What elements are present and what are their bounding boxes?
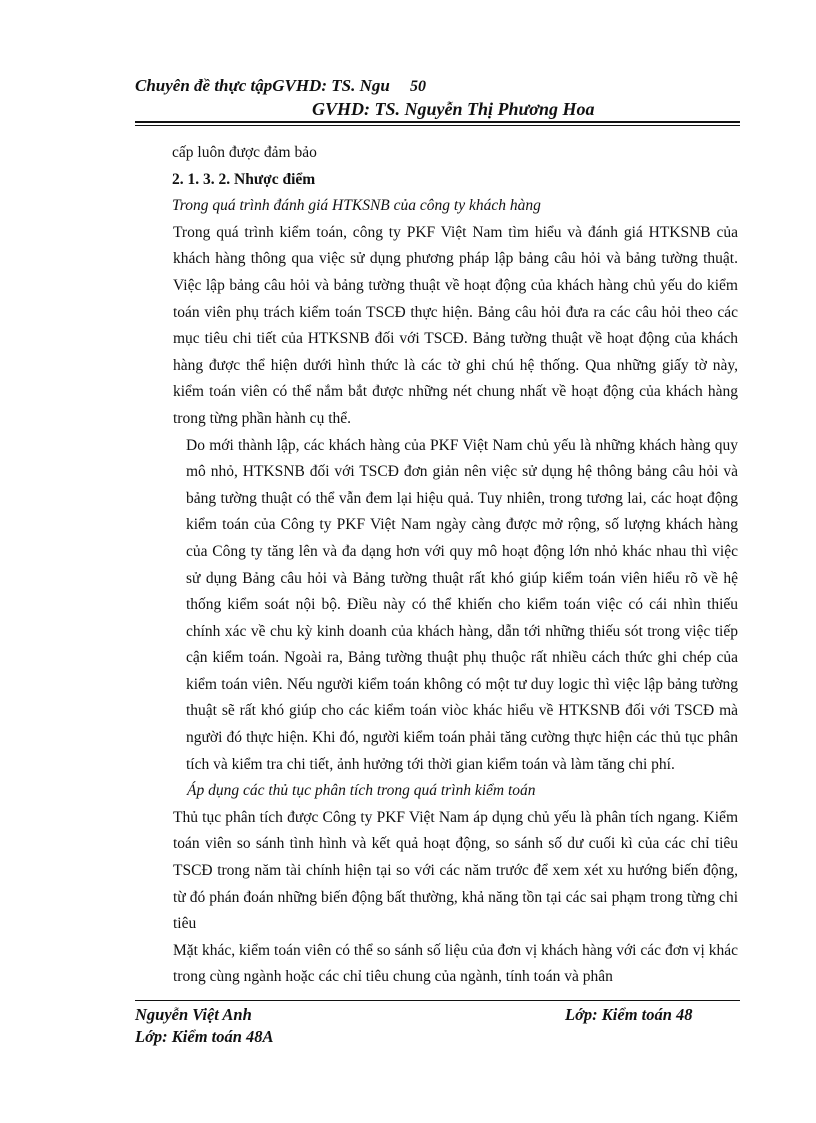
- paragraph: Thủ tục phân tích được Công ty PKF Việt Nam áp dụng chủ yếu là phân tích ngang. Kiểm toán viên so sánh tình hình và kết quả hoạt động, so sánh số dư cuối kì của các chỉ tiêu TSCĐ trong năm tài chính hiện tại so với các năm trước để xem xét xu hướng biến động, từ đó phán đoán những biến động bất thường, khả năng tồn tại các sai phạm trong từng chi tiêu: [173, 808, 738, 933]
- paragraph: Mặt khác, kiểm toán viên có thể so sánh số liệu của đơn vị khách hàng với các đơn vị khác trong cùng ngành hoặc các chỉ tiêu chung của ngành, tính toán và phân: [173, 941, 738, 986]
- document-body: [135, 140, 738, 991]
- header-rule-thick: [135, 121, 740, 123]
- section-heading: 2. 1. 3. 2. Nhược điểm: [172, 170, 316, 188]
- footer-class-right: Lớp: Kiểm toán 48: [565, 1005, 693, 1024]
- paragraph: Trong quá trình kiểm toán, công ty PKF Việt Nam tìm hiểu và đánh giá HTKSNB của khách hàng thông qua việc sử dụng phương pháp lập bảng câu hỏi và bảng tường thuật. Việc lập bảng câu hỏi và bảng tường thuật về hoạt động của khách hàng chủ yếu do kiểm toán viên phụ trách kiểm toán TSCĐ thực hiện. Bảng câu hỏi đưa ra các câu hỏi theo các mục tiêu chi tiết của HTKSNB đối với TSCĐ. Bảng tường thuật về hoạt động của khách hàng được thể hiện dưới hình thức là các tờ ghi chú hệ thống. Qua những giấy tờ này, kiểm toán viên có thể nắm bắt được những nét chung nhất về hoạt động của khách hàng trong từng phần hành cụ thể.: [173, 223, 738, 427]
- paragraph: Do mới thành lập, các khách hàng của PKF Việt Nam chủ yếu là những khách hàng quy mô nhỏ, HTKSNB đối với TSCĐ đơn giản nên việc sử dụng hệ thông bảng câu hỏi và bảng tường thuật có thể vẫn đem lại hiệu quả. Tuy nhiên, trong tương lai, các hoạt động kiểm toán của Công ty PKF Việt Nam ngày càng được mở rộng, số lượng khách hàng của Công ty tăng lên và đa dạng hơn với quy mô hoạt động lớn nhỏ khác nhau thì việc sử dụng Bảng câu hỏi và Bảng tường thuật rất khó giúp kiểm toán viên hiểu rõ về hệ thống kiểm soát nội bộ. Điều này có thể khiến cho kiểm toán việc có cái nhìn thiếu chính xác về chu kỳ kinh doanh của khách hàng, dẫn tới những thiếu sót trong việc tiếp cận kiểm toán. Ngoài ra, Bảng tường thuật phụ thuộc rất nhiều cách thức ghi chép của kiểm toán viên. Nếu người kiểm toán không có một tư duy logic thì việc lập bảng tường thuật sẽ rất khó giúp cho các kiểm toán viòc khác hiểu về HTKSNB đối với TSCĐ mà người đó thực hiện. Khi đó, người kiểm toán phải tăng cường thực hiện các thủ tục phân tích và kiểm tra chi tiết, ảnh hưởng tới thời gian kiểm toán và làm tăng chi phí.: [186, 436, 738, 773]
- header-line-2: GVHD: TS. Nguyễn Thị Phương Hoa: [312, 99, 595, 119]
- paragraph-continuation: cấp luôn được đảm bảo: [172, 144, 317, 161]
- footer-class: Lớp: Kiểm toán 48A: [135, 1027, 274, 1046]
- subsection-title: Trong quá trình đánh giá HTKSNB của công ty khách hàng: [172, 197, 541, 215]
- subsection-title: Áp dụng các thủ tục phân tích trong quá trình kiểm toán: [187, 782, 536, 800]
- header-rule-thin: [135, 125, 740, 126]
- header-line-1: Chuyên đề thực tậpGVHD: TS. Ngu: [135, 76, 390, 95]
- footer-author: Nguyễn Việt Anh: [135, 1005, 252, 1024]
- page-number: 50: [410, 78, 426, 95]
- footer-rule: [135, 1000, 740, 1001]
